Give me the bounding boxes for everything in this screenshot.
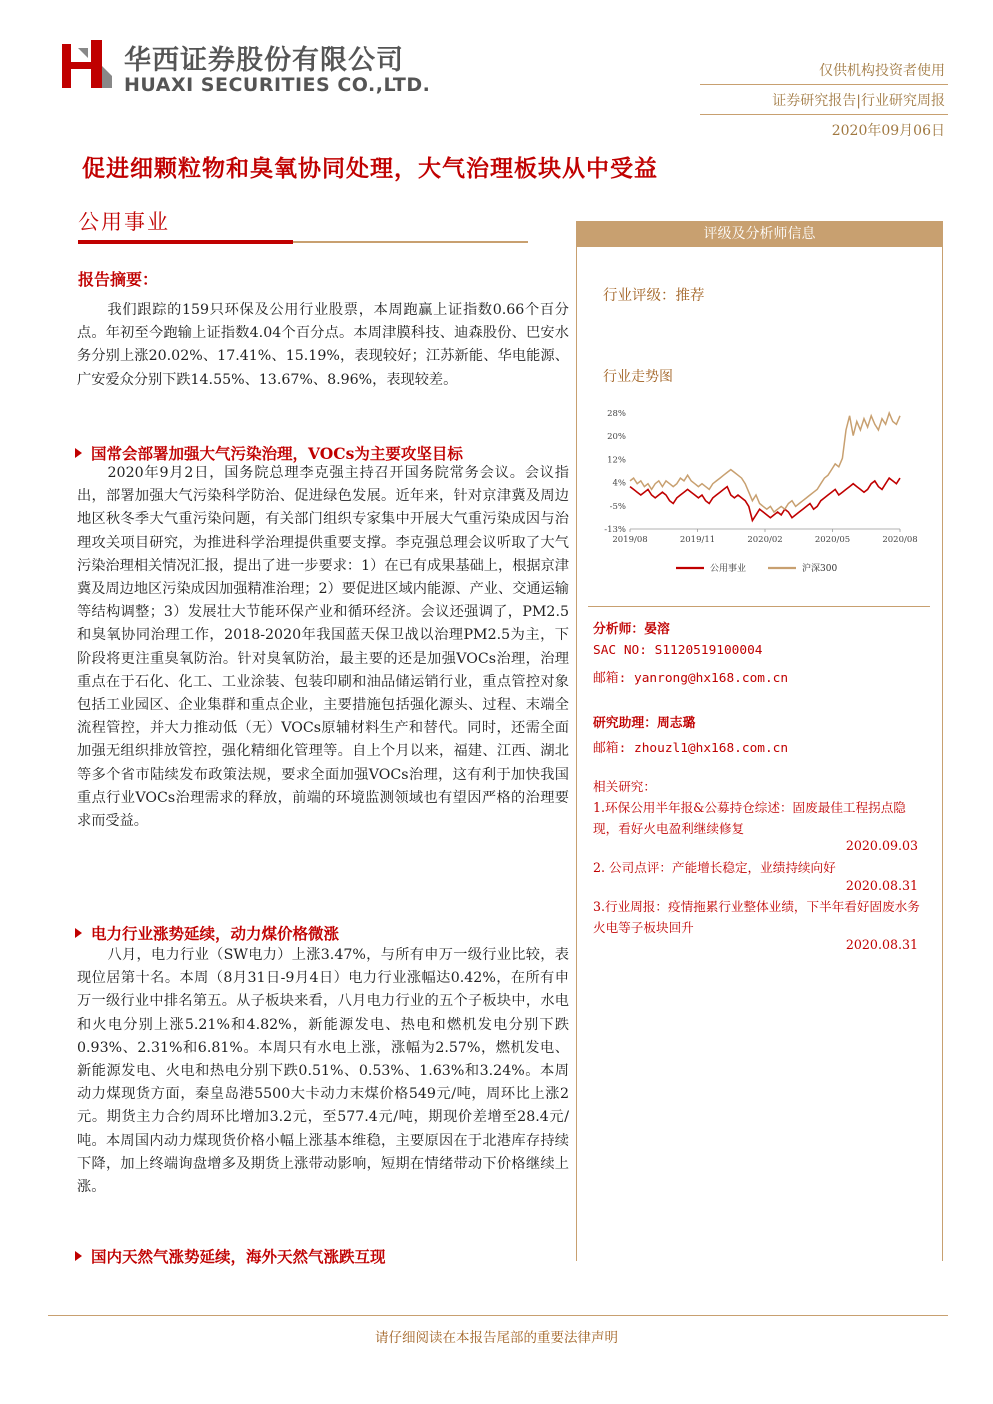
x-tick-label: 2019/11 xyxy=(679,535,716,545)
industry-underline-tan xyxy=(293,241,528,243)
section-heading: 国内天然气涨势延续，海外天然气涨跌互现 xyxy=(75,1245,386,1267)
assistant-email[interactable]: 邮箱: zhouzl1@hx168.com.cn xyxy=(593,741,789,756)
header-divider xyxy=(700,114,948,115)
section-heading: 国常会部署加强大气污染治理，VOCs为主要攻坚目标 xyxy=(75,442,463,464)
report-type: 证券研究报告|行业研究周报 xyxy=(772,93,945,109)
section-heading: 电力行业涨势延续，动力煤价格微涨 xyxy=(75,922,339,944)
header-divider xyxy=(700,84,948,85)
trend-chart xyxy=(598,405,928,585)
x-tick-label: 2020/02 xyxy=(747,535,783,545)
footer-divider xyxy=(48,1315,948,1316)
related-item[interactable]: 1.环保公用半年报&公募持仓综述：固废最佳工程拐点隐现，看好火电盈利继续修复 xyxy=(593,800,906,836)
legend-label: 沪深300 xyxy=(802,564,838,574)
y-tick-label: 12% xyxy=(607,455,626,466)
section-text: 八月，电力行业（SW电力）上涨3.47%，与所有申万一级行业比较，表现位居第十名。本周（8月31日-9月4日）电力行业涨幅达0.42%，在所有申万一级行业中排名第五。从子板块来看，八月电力行业的五个子板块中，水电和火电分别上涨5.21%和4.82%，新能源发电、热电和燃机发电分别下跌0.93%、2.31%和6.81%。本周只有水电上涨，涨幅为2.57%，燃机发电、新能源发电、火电和热电分别下跌0.51%、0.53%、1.63%和3.24%。本周动力煤现货方面，秦皇岛港5500大卡动力末煤价格549元/吨，周环比上涨2元。期货主力合约周环比增加3.2元，至577.4元/吨，期现价差增至28.4元/吨。本周国内动力煤现货价格小幅上涨基本维稳，主要原因在于北港库存持续下降，加上终端询盘增多及期货上涨带动影响，短期在情绪带动下价格继续上涨。 xyxy=(77,947,569,1196)
audience-note: 仅供机构投资者使用 xyxy=(819,63,945,79)
report-date: 2020年09月06日 xyxy=(831,123,945,139)
series-line-csi300 xyxy=(630,413,900,512)
industry-rating: 行业评级：推荐 xyxy=(603,288,705,304)
report-title: 促进细颗粒物和臭氧协同处理，大气治理板块从中受益 xyxy=(82,155,658,182)
trend-chart-label: 行业走势图 xyxy=(603,369,673,385)
analyst-email[interactable]: 邮箱: yanrong@hx168.com.cn xyxy=(593,671,789,686)
huaxi-logo-icon xyxy=(58,36,114,92)
x-tick-label: 2020/05 xyxy=(814,535,851,545)
panel-divider xyxy=(588,606,930,607)
legend-label: 公用事业 xyxy=(710,564,747,574)
related-date: 2020.08.31 xyxy=(845,937,918,952)
analyst-sac: SAC NO: S1120519100004 xyxy=(593,643,763,658)
legal-notice: 请仔细阅读在本报告尾部的重要法律声明 xyxy=(375,1330,618,1346)
related-date: 2020.09.03 xyxy=(845,838,918,853)
industry-underline xyxy=(78,240,293,244)
analyst-name: 分析师：晏溶 xyxy=(593,622,670,637)
y-tick-label: 4% xyxy=(612,478,626,489)
bullet-triangle-icon xyxy=(75,928,82,938)
industry-name: 公用事业 xyxy=(78,210,170,234)
related-item[interactable]: 3.行业周报：疫情拖累行业整体业绩，下半年看好固废水务火电等子板块回升 xyxy=(593,899,920,935)
summary-text: 我们跟踪的159只环保及公用行业股票，本周跑赢上证指数0.66个百分点。年初至今跑输上证指数4.04个百分点。本周津膜科技、迪森股份、巴安水务分别上涨20.02%、17.41%、15.19%，表现较好；江苏新能、华电能源、广安爱众分别下跌14.55%、13.67%、8.96%，表现较差。 xyxy=(77,302,569,388)
related-heading: 相关研究： xyxy=(593,779,656,794)
x-tick-label: 2020/08 xyxy=(882,535,918,545)
y-tick-label: -5% xyxy=(609,501,626,512)
company-name-cn: 华西证券股份有限公司 xyxy=(124,45,404,76)
y-tick-label: 20% xyxy=(607,432,626,443)
y-tick-label: -13% xyxy=(604,525,626,535)
y-tick-label: 28% xyxy=(607,409,626,419)
rating-panel-header: 评级及分析师信息 xyxy=(576,221,943,247)
related-item[interactable]: 2. 公司点评：产能增长稳定，业绩持续向好 xyxy=(593,860,836,875)
x-tick-label: 2019/08 xyxy=(612,535,648,545)
company-name-en: HUAXI SECURITIES CO.,LTD. xyxy=(124,74,431,96)
assistant-name: 研究助理：周志璐 xyxy=(593,716,696,731)
bullet-triangle-icon xyxy=(75,448,82,458)
section-text: 2020年9月2日，国务院总理李克强主持召开国务院常务会议。会议指出，部署加强大气污染科学防治、促进绿色发展。近年来，针对京津冀及周边地区秋冬季大气重污染问题，有关部门组织专家集中开展大气重污染成因与治理攻关项目研究，为推进科学治理提供重要支撑。李克强总理会议听取了大气污染治理相关情况汇报，提出了进一步要求：1）在已有成果基础上，根据京津冀及周边地区污染成因加强精准治理；2）要促进区域内能源、产业、交通运输等结构调整；3）发展壮大节能环保产业和循环经济。会议还强调了，PM2.5和臭氧协同治理工作，2018-2020年我国蓝天保卫战以治理PM2.5为主，下阶段将更注重臭氧防治。针对臭氧防治，最主要的还是加强VOCs治理，治理重点在于石化、化工、工业涂装、包装印刷和油品储运销行业，重点管控对象包括工业园区、企业集群和重点企业，主要措施包括强化源头、过程、末端全流程管控，并大力推动低（无）VOCs原辅材料生产和替代。同时，还需全面加强无组织排放管控，强化精细化管理等。自上个月以来，福建、江西、湖北等多个省市陆续发布政策法规，要求全面加强VOCs治理，这有利于加快我国重点行业VOCs治理需求的释放，前端的环境监测领域也有望因严格的治理要求而受益。 xyxy=(77,465,569,830)
related-date: 2020.08.31 xyxy=(845,878,918,893)
bullet-triangle-icon xyxy=(75,1251,82,1261)
summary-heading: 报告摘要： xyxy=(78,270,159,289)
